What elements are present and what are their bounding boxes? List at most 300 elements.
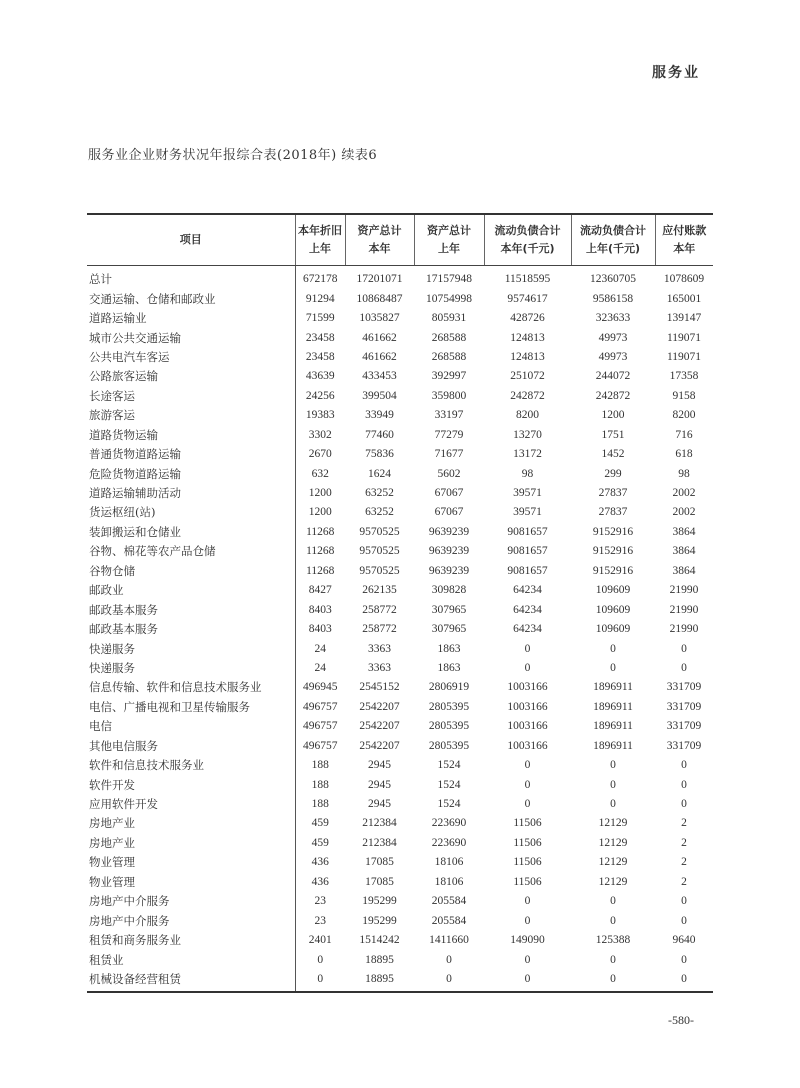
cell-value: 392997 bbox=[431, 370, 467, 383]
column-header-line2: 上年 bbox=[309, 242, 331, 255]
cell-value: 1624 bbox=[368, 467, 391, 480]
cell-value: 33949 bbox=[365, 409, 394, 422]
cell-value: 12129 bbox=[598, 856, 628, 869]
cell-value: 2805395 bbox=[428, 720, 470, 733]
table-row bbox=[87, 581, 713, 600]
cell-value: 1896911 bbox=[593, 700, 633, 713]
cell-value: 2542207 bbox=[359, 739, 400, 752]
cell-value: 1751 bbox=[601, 428, 625, 441]
cell-value: 399504 bbox=[362, 389, 397, 402]
cell-value: 0 bbox=[524, 895, 531, 908]
cell-value: 212384 bbox=[362, 836, 397, 849]
cell-value: 0 bbox=[524, 661, 531, 674]
cell-value: 0 bbox=[681, 642, 687, 655]
row-label: 货运枢纽(站) bbox=[87, 503, 295, 522]
cell-value: 496757 bbox=[303, 720, 338, 733]
row-label: 机械设备经营租赁 bbox=[87, 970, 295, 992]
cell-value: 3363 bbox=[368, 642, 391, 655]
cell-value: 125388 bbox=[595, 934, 631, 947]
cell-value: 9081657 bbox=[507, 525, 548, 538]
cell-value: 1896911 bbox=[593, 739, 633, 752]
cell-value: 9639239 bbox=[428, 525, 470, 538]
column-header bbox=[655, 214, 713, 266]
row-label: 租赁和商务服务业 bbox=[87, 931, 295, 950]
table-row bbox=[87, 406, 713, 425]
column-header-line2: 上年(千元) bbox=[585, 242, 641, 255]
row-label: 房地产中介服务 bbox=[87, 911, 295, 930]
cell-value: 71599 bbox=[305, 312, 335, 325]
cell-value: 13270 bbox=[513, 428, 542, 441]
cell-value: 307965 bbox=[431, 623, 467, 636]
row-label: 旅游客运 bbox=[87, 406, 295, 425]
cell-value: 5602 bbox=[437, 467, 461, 480]
cell-value: 18106 bbox=[434, 875, 464, 888]
cell-value: 77460 bbox=[365, 428, 394, 441]
cell-value: 459 bbox=[311, 817, 329, 830]
column-header-line1: 资产总计 bbox=[357, 224, 402, 237]
cell-value: 2945 bbox=[368, 759, 391, 772]
cell-value: 331709 bbox=[666, 739, 702, 752]
cell-value: 461662 bbox=[362, 331, 397, 344]
column-header-line1: 应付账款 bbox=[662, 224, 707, 237]
table-row bbox=[87, 445, 713, 464]
cell-value: 33197 bbox=[434, 409, 464, 422]
cell-value: 436 bbox=[311, 875, 329, 888]
row-label: 道路货物运输 bbox=[87, 426, 295, 445]
cell-value: 39571 bbox=[513, 487, 542, 500]
cell-value: 0 bbox=[681, 778, 687, 791]
cell-value: 2542207 bbox=[359, 700, 400, 713]
row-label: 其他电信服务 bbox=[87, 737, 295, 756]
row-label: 交通运输、仓储和邮政业 bbox=[87, 289, 295, 308]
cell-value: 0 bbox=[295, 970, 345, 992]
cell-value: 27837 bbox=[598, 506, 628, 519]
cell-value: 309828 bbox=[431, 584, 467, 597]
cell-value: 19383 bbox=[305, 409, 335, 422]
cell-value: 9640 bbox=[672, 934, 696, 947]
table-row bbox=[87, 426, 713, 445]
cell-value: 2542207 bbox=[359, 720, 400, 733]
cell-value: 9158 bbox=[672, 389, 696, 402]
row-label: 电信、广播电视和卫星传输服务 bbox=[87, 698, 295, 717]
cell-value: 91294 bbox=[305, 292, 335, 305]
cell-value: 331709 bbox=[666, 681, 702, 694]
cell-value: 109609 bbox=[595, 603, 631, 616]
cell-value: 251072 bbox=[510, 370, 545, 383]
cell-value: 0 bbox=[681, 798, 687, 811]
cell-value: 1003166 bbox=[507, 681, 548, 694]
cell-value: 1200 bbox=[308, 487, 332, 500]
table-row bbox=[87, 639, 713, 658]
cell-value: 10868487 bbox=[356, 292, 403, 305]
row-label: 城市公共交通运输 bbox=[87, 328, 295, 347]
table-row bbox=[87, 328, 713, 347]
row-label: 物业管理 bbox=[87, 853, 295, 872]
header-row bbox=[87, 214, 713, 266]
table-row bbox=[87, 717, 713, 736]
cell-value: 63252 bbox=[365, 487, 394, 500]
cell-value: 0 bbox=[681, 914, 687, 927]
cell-value: 0 bbox=[610, 778, 616, 791]
cell-value: 10754998 bbox=[426, 292, 472, 305]
table-row bbox=[87, 873, 713, 892]
row-label: 物业管理 bbox=[87, 873, 295, 892]
cell-value: 0 bbox=[610, 798, 616, 811]
column-header-line1: 资产总计 bbox=[427, 224, 471, 237]
cell-value: 195299 bbox=[362, 914, 397, 927]
cell-value: 0 bbox=[681, 895, 687, 908]
cell-value: 0 bbox=[524, 759, 531, 772]
cell-value: 496757 bbox=[303, 700, 338, 713]
cell-value: 459 bbox=[311, 836, 329, 849]
table-row bbox=[87, 795, 713, 814]
cell-value: 359800 bbox=[431, 389, 467, 402]
column-header-line2: 本年 bbox=[368, 242, 391, 255]
cell-value: 24 bbox=[314, 642, 326, 655]
cell-value: 63252 bbox=[365, 506, 394, 519]
cell-value: 13172 bbox=[513, 448, 542, 461]
row-label: 公共电汽车客运 bbox=[87, 348, 295, 367]
cell-value: 119071 bbox=[666, 331, 702, 344]
cell-value: 188 bbox=[311, 759, 329, 772]
cell-value: 1200 bbox=[308, 506, 332, 519]
table-row bbox=[87, 970, 713, 992]
cell-value: 17157948 bbox=[426, 273, 472, 286]
cell-value: 119071 bbox=[666, 350, 702, 363]
column-header-line1: 本年折旧 bbox=[298, 224, 342, 237]
cell-value: 0 bbox=[610, 759, 616, 772]
cell-value: 2 bbox=[681, 836, 687, 849]
cell-value: 0 bbox=[610, 642, 616, 655]
row-label: 快递服务 bbox=[87, 639, 295, 658]
cell-value: 242872 bbox=[510, 389, 545, 402]
row-label: 快递服务 bbox=[87, 659, 295, 678]
cell-value: 632 bbox=[311, 467, 329, 480]
cell-value: 67067 bbox=[434, 487, 464, 500]
cell-value: 9586158 bbox=[592, 292, 634, 305]
cell-value: 195299 bbox=[362, 895, 397, 908]
column-header-line2: 上年 bbox=[438, 242, 460, 255]
cell-value: 1200 bbox=[601, 409, 625, 422]
cell-value: 0 bbox=[610, 953, 616, 966]
row-label: 谷物仓储 bbox=[87, 562, 295, 581]
cell-value: 331709 bbox=[666, 720, 702, 733]
cell-value: 0 bbox=[610, 895, 616, 908]
column-header bbox=[295, 214, 345, 266]
cell-value: 2 bbox=[681, 856, 687, 869]
cell-value: 43639 bbox=[305, 370, 335, 383]
cell-value: 49973 bbox=[598, 331, 628, 344]
cell-value: 307965 bbox=[431, 603, 467, 616]
column-header bbox=[484, 214, 571, 266]
cell-value: 258772 bbox=[362, 623, 397, 636]
cell-value: 149090 bbox=[510, 934, 545, 947]
cell-value: 11518595 bbox=[504, 273, 551, 286]
table-row bbox=[87, 834, 713, 853]
cell-value: 98 bbox=[678, 467, 690, 480]
table-row bbox=[87, 348, 713, 367]
row-label: 道路运输辅助活动 bbox=[87, 484, 295, 503]
cell-value: 17358 bbox=[669, 370, 699, 383]
cell-value: 9639239 bbox=[428, 545, 470, 558]
cell-value: 39571 bbox=[513, 506, 542, 519]
cell-value: 1452 bbox=[601, 448, 625, 461]
row-label: 应用软件开发 bbox=[87, 795, 295, 814]
cell-value: 17201071 bbox=[356, 273, 403, 286]
cell-value: 11268 bbox=[306, 525, 335, 538]
row-label: 邮政基本服务 bbox=[87, 620, 295, 639]
row-label: 谷物、棉花等农产品仓储 bbox=[87, 542, 295, 561]
cell-value: 64234 bbox=[513, 603, 542, 616]
cell-value: 23 bbox=[314, 895, 326, 908]
cell-value: 672178 bbox=[303, 273, 338, 286]
cell-value: 9574617 bbox=[507, 292, 548, 305]
cell-value: 3864 bbox=[672, 525, 696, 538]
column-header-line2: 本年(千元) bbox=[500, 242, 555, 255]
cell-value: 124813 bbox=[510, 331, 545, 344]
cell-value: 2805395 bbox=[428, 700, 470, 713]
cell-value: 1863 bbox=[437, 642, 461, 655]
cell-value: 64234 bbox=[513, 584, 542, 597]
cell-value: 109609 bbox=[595, 623, 631, 636]
cell-value: 21990 bbox=[669, 623, 699, 636]
cell-value: 8200 bbox=[516, 409, 539, 422]
cell-value: 71677 bbox=[434, 448, 464, 461]
row-label: 装卸搬运和仓储业 bbox=[87, 523, 295, 542]
table-row bbox=[87, 523, 713, 542]
cell-value: 139147 bbox=[666, 312, 702, 325]
cell-value: 11268 bbox=[306, 545, 335, 558]
cell-value: 11506 bbox=[513, 875, 542, 888]
table-row bbox=[87, 464, 713, 483]
row-label: 租赁业 bbox=[87, 950, 295, 969]
cell-value: 12360705 bbox=[590, 273, 636, 286]
cell-value: 2806919 bbox=[428, 681, 470, 694]
table-row bbox=[87, 814, 713, 833]
cell-value: 11506 bbox=[513, 856, 542, 869]
cell-value: 0 bbox=[610, 914, 616, 927]
row-label: 危险货物道路运输 bbox=[87, 464, 295, 483]
cell-value: 21990 bbox=[669, 603, 699, 616]
cell-value: 165001 bbox=[666, 292, 702, 305]
cell-value: 77279 bbox=[434, 428, 464, 441]
cell-value: 205584 bbox=[431, 914, 467, 927]
table-body bbox=[87, 266, 713, 993]
cell-value: 212384 bbox=[362, 817, 397, 830]
cell-value: 258772 bbox=[362, 603, 397, 616]
column-header-line1: 流动负债合计 bbox=[580, 224, 646, 237]
cell-value: 8403 bbox=[308, 603, 332, 616]
cell-value: 223690 bbox=[431, 817, 467, 830]
table-row bbox=[87, 620, 713, 639]
cell-value: 299 bbox=[604, 467, 622, 480]
data-table bbox=[87, 213, 713, 993]
column-header-line1: 流动负债合计 bbox=[494, 224, 561, 237]
cell-value: 428726 bbox=[510, 312, 545, 325]
data-table-container bbox=[87, 213, 713, 993]
cell-value: 496945 bbox=[303, 681, 338, 694]
cell-value: 1896911 bbox=[593, 681, 633, 694]
row-label: 软件和信息技术服务业 bbox=[87, 756, 295, 775]
cell-value: 23458 bbox=[305, 331, 335, 344]
cell-value: 223690 bbox=[431, 836, 467, 849]
cell-value: 0 bbox=[484, 970, 571, 992]
cell-value: 9570525 bbox=[359, 545, 400, 558]
row-label: 邮政基本服务 bbox=[87, 600, 295, 619]
cell-value: 0 bbox=[571, 970, 655, 992]
cell-value: 2 bbox=[681, 875, 687, 888]
cell-value: 3302 bbox=[308, 428, 332, 441]
cell-value: 11506 bbox=[513, 836, 542, 849]
cell-value: 805931 bbox=[431, 312, 467, 325]
cell-value: 0 bbox=[317, 953, 324, 966]
cell-value: 433453 bbox=[362, 370, 397, 383]
cell-value: 242872 bbox=[595, 389, 631, 402]
cell-value: 1003166 bbox=[507, 720, 548, 733]
cell-value: 1863 bbox=[437, 661, 461, 674]
column-header-line1: 项目 bbox=[179, 233, 202, 246]
cell-value: 436 bbox=[311, 856, 329, 869]
table-row bbox=[87, 484, 713, 503]
table-row bbox=[87, 737, 713, 756]
cell-value: 12129 bbox=[598, 836, 628, 849]
table-row bbox=[87, 892, 713, 911]
cell-value: 1524 bbox=[437, 759, 461, 772]
cell-value: 17085 bbox=[365, 856, 394, 869]
cell-value: 23458 bbox=[305, 350, 335, 363]
cell-value: 8403 bbox=[308, 623, 332, 636]
cell-value: 23 bbox=[314, 914, 326, 927]
cell-value: 0 bbox=[524, 642, 531, 655]
cell-value: 0 bbox=[524, 914, 531, 927]
cell-value: 21990 bbox=[669, 584, 699, 597]
cell-value: 8427 bbox=[308, 584, 332, 597]
cell-value: 124813 bbox=[510, 350, 545, 363]
row-label: 长途客运 bbox=[87, 387, 295, 406]
table-row bbox=[87, 600, 713, 619]
cell-value: 18895 bbox=[345, 970, 414, 992]
cell-value: 618 bbox=[675, 448, 693, 461]
cell-value: 1003166 bbox=[507, 700, 548, 713]
table-row bbox=[87, 503, 713, 522]
cell-value: 9152916 bbox=[592, 525, 634, 538]
cell-value: 0 bbox=[446, 953, 452, 966]
cell-value: 2 bbox=[681, 817, 687, 830]
cell-value: 3864 bbox=[672, 564, 696, 577]
table-row bbox=[87, 367, 713, 386]
cell-value: 49973 bbox=[598, 350, 628, 363]
cell-value: 12129 bbox=[598, 875, 628, 888]
table-row bbox=[87, 562, 713, 581]
row-label: 软件开发 bbox=[87, 775, 295, 794]
cell-value: 2945 bbox=[368, 778, 391, 791]
column-header-line2: 本年 bbox=[673, 242, 696, 255]
cell-value: 0 bbox=[524, 953, 531, 966]
cell-value: 0 bbox=[655, 970, 713, 992]
cell-value: 1035827 bbox=[359, 312, 400, 325]
table-row bbox=[87, 659, 713, 678]
cell-value: 98 bbox=[521, 467, 534, 480]
cell-value: 0 bbox=[414, 970, 484, 992]
cell-value: 331709 bbox=[666, 700, 702, 713]
cell-value: 12129 bbox=[598, 817, 628, 830]
cell-value: 268588 bbox=[431, 331, 467, 344]
cell-value: 18106 bbox=[434, 856, 464, 869]
cell-value: 2401 bbox=[308, 934, 332, 947]
cell-value: 461662 bbox=[362, 350, 397, 363]
cell-value: 9152916 bbox=[592, 545, 634, 558]
cell-value: 11268 bbox=[306, 564, 335, 577]
cell-value: 0 bbox=[524, 778, 531, 791]
cell-value: 2670 bbox=[308, 448, 332, 461]
cell-value: 18895 bbox=[365, 953, 394, 966]
page-number: -580- bbox=[668, 1013, 694, 1027]
cell-value: 24256 bbox=[305, 389, 335, 402]
cell-value: 27837 bbox=[598, 487, 628, 500]
cell-value: 496757 bbox=[303, 739, 338, 752]
cell-value: 11506 bbox=[513, 817, 542, 830]
row-label: 总计 bbox=[87, 266, 295, 290]
cell-value: 2002 bbox=[672, 487, 696, 500]
cell-value: 2002 bbox=[672, 506, 696, 519]
cell-value: 188 bbox=[311, 778, 329, 791]
cell-value: 323633 bbox=[595, 312, 631, 325]
cell-value: 0 bbox=[681, 953, 687, 966]
cell-value: 188 bbox=[311, 798, 329, 811]
cell-value: 9570525 bbox=[359, 525, 400, 538]
cell-value: 3864 bbox=[672, 545, 696, 558]
row-label: 邮政业 bbox=[87, 581, 295, 600]
table-row bbox=[87, 309, 713, 328]
cell-value: 24 bbox=[314, 661, 326, 674]
cell-value: 9570525 bbox=[359, 564, 400, 577]
table-row bbox=[87, 756, 713, 775]
cell-value: 716 bbox=[675, 428, 693, 441]
table-row bbox=[87, 950, 713, 969]
running-head: 服务业 bbox=[652, 65, 700, 81]
cell-value: 75836 bbox=[365, 448, 394, 461]
cell-value: 3363 bbox=[368, 661, 391, 674]
cell-value: 1896911 bbox=[593, 720, 633, 733]
column-header bbox=[345, 214, 414, 266]
cell-value: 2545152 bbox=[359, 681, 400, 694]
cell-value: 1514242 bbox=[359, 934, 400, 947]
cell-value: 244072 bbox=[595, 370, 631, 383]
cell-value: 0 bbox=[524, 798, 531, 811]
cell-value: 268588 bbox=[431, 350, 467, 363]
cell-value: 2945 bbox=[368, 798, 391, 811]
cell-value: 67067 bbox=[434, 506, 464, 519]
table-row bbox=[87, 289, 713, 308]
cell-value: 1411660 bbox=[429, 934, 469, 947]
table-row bbox=[87, 698, 713, 717]
cell-value: 1524 bbox=[437, 798, 461, 811]
row-label: 普通货物道路运输 bbox=[87, 445, 295, 464]
column-header bbox=[571, 214, 655, 266]
row-label: 房地产业 bbox=[87, 834, 295, 853]
cell-value: 9081657 bbox=[507, 545, 548, 558]
cell-value: 262135 bbox=[362, 584, 397, 597]
cell-value: 9639239 bbox=[428, 564, 470, 577]
table-row bbox=[87, 678, 713, 697]
table-row bbox=[87, 931, 713, 950]
cell-value: 205584 bbox=[431, 895, 467, 908]
column-header bbox=[414, 214, 484, 266]
table-row bbox=[87, 853, 713, 872]
cell-value: 64234 bbox=[513, 623, 542, 636]
cell-value: 0 bbox=[610, 661, 616, 674]
cell-value: 2805395 bbox=[428, 739, 470, 752]
